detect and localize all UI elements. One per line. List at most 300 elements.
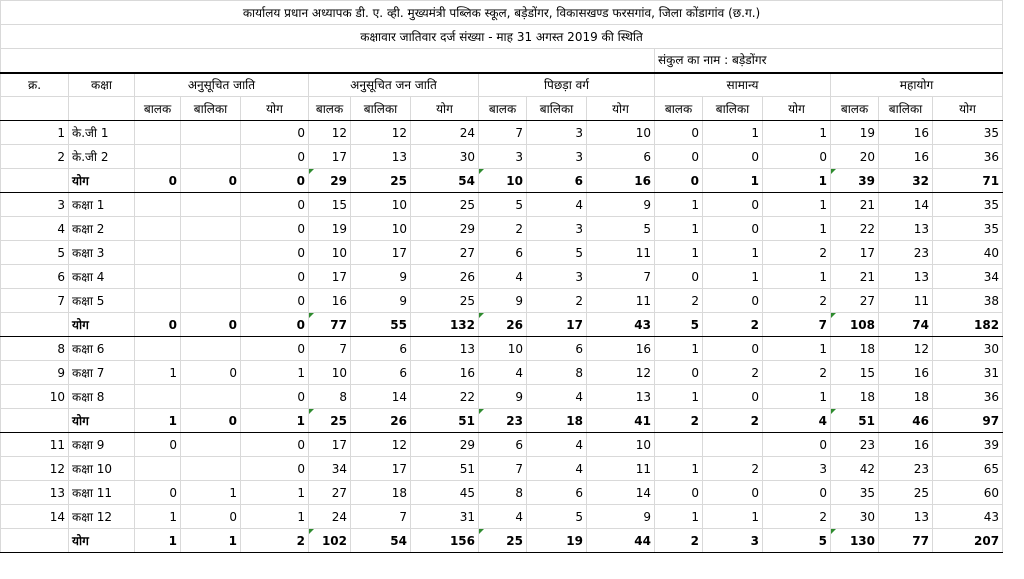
cell-value: 0 <box>241 193 309 217</box>
cell-value <box>135 241 181 265</box>
cell-value: 60 <box>933 481 1003 505</box>
cell-value: 12 <box>587 361 655 385</box>
cell-value: 18 <box>831 337 879 361</box>
cell-value: 25 <box>351 169 411 193</box>
cell-value: 30 <box>831 505 879 529</box>
cell-value: 25 <box>411 289 479 313</box>
cell-value: 0 <box>241 145 309 169</box>
cell-value: 182 <box>933 313 1003 337</box>
cell-value: 13 <box>879 265 933 289</box>
cell-value: 16 <box>879 145 933 169</box>
total-row <box>1 409 1003 433</box>
cell-value: 26 <box>351 409 411 433</box>
cell-value: 4 <box>763 409 831 433</box>
cell-value: 4 <box>527 193 587 217</box>
cell-value: 31 <box>411 505 479 529</box>
cell-value: 29 <box>309 169 351 193</box>
cell-value: 16 <box>879 433 933 457</box>
cell-value: 71 <box>933 169 1003 193</box>
cell-value: 1 <box>241 361 309 385</box>
cell-value: 19 <box>831 121 879 145</box>
cell-value: 23 <box>831 433 879 457</box>
cell-value: 9 <box>587 193 655 217</box>
cell-class: कक्षा 8 <box>69 385 135 409</box>
cell-class: कक्षा 7 <box>69 361 135 385</box>
cell-value: 12 <box>309 121 351 145</box>
cell-value: 7 <box>351 505 411 529</box>
cell-value: 1 <box>135 409 181 433</box>
cell-value: 17 <box>527 313 587 337</box>
cell-value: 29 <box>411 433 479 457</box>
title-office: कार्यालय प्रधान अध्यापक डी. ए. व्ही. मुख्यमंत्री पब्लिक स्कूल, बड़ेडोंगर, विकासखण्ड फरसगांव, जिला कोंडागांव (छ.ग.) <box>1 1 1003 25</box>
cell-value: 2 <box>479 217 527 241</box>
cell-value: 0 <box>181 313 241 337</box>
cell-value: 1 <box>763 169 831 193</box>
subheader-girls: बालिका <box>527 97 587 121</box>
cell-value <box>703 433 763 457</box>
cell-value <box>135 121 181 145</box>
cell-value: 21 <box>831 265 879 289</box>
cell-value: 0 <box>241 337 309 361</box>
cell-value: 15 <box>831 361 879 385</box>
cell-class: के.जी 1 <box>69 121 135 145</box>
cell-value: 4 <box>527 385 587 409</box>
cell-value: 25 <box>479 529 527 553</box>
cell-value: 35 <box>933 121 1003 145</box>
cell-value: 24 <box>411 121 479 145</box>
cell-class: के.जी 2 <box>69 145 135 169</box>
cell-sno: 14 <box>1 505 69 529</box>
cell-value: 6 <box>527 337 587 361</box>
cell-sno <box>1 409 69 433</box>
cell-value: 0 <box>241 121 309 145</box>
cell-value: 0 <box>703 145 763 169</box>
cell-value: 22 <box>411 385 479 409</box>
cell-value: 13 <box>879 505 933 529</box>
cell-value: 16 <box>879 121 933 145</box>
cell-value: 35 <box>933 217 1003 241</box>
subheader-sum: योग <box>587 97 655 121</box>
cell-value: 29 <box>411 217 479 241</box>
cell-value: 102 <box>309 529 351 553</box>
cell-value: 6 <box>351 361 411 385</box>
cell-value: 38 <box>933 289 1003 313</box>
subheader-sum: योग <box>241 97 309 121</box>
cell-value <box>135 217 181 241</box>
cell-value: 108 <box>831 313 879 337</box>
cell-value <box>181 217 241 241</box>
cell-value: 1 <box>181 481 241 505</box>
cell-value: 7 <box>479 121 527 145</box>
subheader-sum: योग <box>933 97 1003 121</box>
cell-value: 8 <box>309 385 351 409</box>
cell-value: 77 <box>879 529 933 553</box>
cell-value: 25 <box>411 193 479 217</box>
cell-value: 46 <box>879 409 933 433</box>
subheader-girls: बालिका <box>351 97 411 121</box>
cell-value: 6 <box>527 481 587 505</box>
cell-value <box>655 433 703 457</box>
cell-value: 8 <box>527 361 587 385</box>
cell-value: 1 <box>763 265 831 289</box>
cell-value: 2 <box>763 241 831 265</box>
cell-value: 11 <box>587 241 655 265</box>
cell-value: 26 <box>411 265 479 289</box>
cell-sno: 5 <box>1 241 69 265</box>
cell-value: 9 <box>351 289 411 313</box>
cell-class: कक्षा 6 <box>69 337 135 361</box>
cell-value: 3 <box>479 145 527 169</box>
cell-value: 65 <box>933 457 1003 481</box>
cell-value: 10 <box>479 337 527 361</box>
cell-value: 0 <box>703 481 763 505</box>
cell-value: 1 <box>655 457 703 481</box>
total-row <box>1 529 1003 553</box>
cell-value: 1 <box>703 505 763 529</box>
cell-class: कक्षा 9 <box>69 433 135 457</box>
cell-value: 0 <box>655 265 703 289</box>
cell-value: 1 <box>135 529 181 553</box>
cell-sno: 11 <box>1 433 69 457</box>
cell-value: 0 <box>135 313 181 337</box>
cell-value: 34 <box>933 265 1003 289</box>
cell-value: 1 <box>135 361 181 385</box>
cell-value: 6 <box>527 169 587 193</box>
cell-value: 4 <box>527 433 587 457</box>
header-gen: सामान्य <box>655 73 831 97</box>
cell-value <box>135 289 181 313</box>
cell-value: 19 <box>309 217 351 241</box>
table-row <box>1 337 1003 361</box>
cell-value: 1 <box>763 193 831 217</box>
subheader-boys: बालक <box>135 97 181 121</box>
cell-value: 1 <box>763 385 831 409</box>
cell-value: 77 <box>309 313 351 337</box>
cell-value: 2 <box>241 529 309 553</box>
cell-value: 1 <box>763 121 831 145</box>
cell-value: 45 <box>411 481 479 505</box>
cell-value <box>181 457 241 481</box>
cell-sno <box>1 169 69 193</box>
subheader-girls: बालिका <box>879 97 933 121</box>
cell-value: 39 <box>831 169 879 193</box>
cell-value: 39 <box>933 433 1003 457</box>
cell-value: 10 <box>351 217 411 241</box>
cell-value: 18 <box>831 385 879 409</box>
cell-value: 2 <box>703 361 763 385</box>
cell-value: 36 <box>933 145 1003 169</box>
cell-value: 3 <box>703 529 763 553</box>
table-row <box>1 121 1003 145</box>
header-total: महायोग <box>831 73 1003 97</box>
cell-value: 1 <box>135 505 181 529</box>
cell-value: 2 <box>763 289 831 313</box>
cell-value: 0 <box>241 289 309 313</box>
cell-value: 0 <box>703 337 763 361</box>
cell-value: 15 <box>309 193 351 217</box>
title-report: कक्षावार जातिवार दर्ज संख्या - माह 31 अगस्त 2019 की स्थिति <box>1 25 1003 49</box>
cell-value: 0 <box>703 385 763 409</box>
cell-value: 0 <box>135 481 181 505</box>
cell-value: 18 <box>879 385 933 409</box>
cell-value: 11 <box>587 289 655 313</box>
cell-value <box>135 145 181 169</box>
cell-value: 7 <box>763 313 831 337</box>
cell-value: 5 <box>527 241 587 265</box>
cell-value: 0 <box>135 433 181 457</box>
cell-value: 0 <box>241 313 309 337</box>
cell-value: 55 <box>351 313 411 337</box>
cell-value: 0 <box>763 145 831 169</box>
cell-value: 2 <box>763 361 831 385</box>
cell-value: 0 <box>181 169 241 193</box>
table-row <box>1 433 1003 457</box>
cell-value: 51 <box>411 457 479 481</box>
cell-value: 1 <box>181 529 241 553</box>
cell-value: 2 <box>703 457 763 481</box>
cell-value: 16 <box>879 361 933 385</box>
cell-value: 2 <box>703 409 763 433</box>
cell-value: 14 <box>587 481 655 505</box>
cell-value: 32 <box>879 169 933 193</box>
cell-value: 132 <box>411 313 479 337</box>
cell-value: 6 <box>587 145 655 169</box>
cell-value: 6 <box>351 337 411 361</box>
cell-value: 10 <box>351 193 411 217</box>
cell-value: 1 <box>703 265 763 289</box>
cell-value: 2 <box>703 313 763 337</box>
cell-sno <box>1 313 69 337</box>
cell-value: 0 <box>241 265 309 289</box>
cell-value: 51 <box>831 409 879 433</box>
cell-value <box>135 385 181 409</box>
cell-value: 5 <box>479 193 527 217</box>
cell-value <box>181 337 241 361</box>
cell-value: 1 <box>241 505 309 529</box>
cell-class: योग <box>69 313 135 337</box>
subheader-boys: बालक <box>831 97 879 121</box>
cell-value: 6 <box>479 433 527 457</box>
cell-value: 9 <box>479 289 527 313</box>
cell-value: 6 <box>479 241 527 265</box>
cell-value <box>135 457 181 481</box>
cell-value: 8 <box>479 481 527 505</box>
header-class: कक्षा <box>69 73 135 97</box>
cell-value: 1 <box>655 385 703 409</box>
cell-value: 0 <box>655 169 703 193</box>
cell-value: 0 <box>655 361 703 385</box>
cell-value: 1 <box>763 337 831 361</box>
cell-value: 41 <box>587 409 655 433</box>
cell-value: 1 <box>763 217 831 241</box>
cell-value: 0 <box>241 217 309 241</box>
cell-value: 20 <box>831 145 879 169</box>
table-row <box>1 241 1003 265</box>
cell-value: 0 <box>655 121 703 145</box>
cell-value: 9 <box>479 385 527 409</box>
cell-value: 4 <box>527 457 587 481</box>
table-row <box>1 385 1003 409</box>
cell-class: कक्षा 10 <box>69 457 135 481</box>
cell-value: 16 <box>309 289 351 313</box>
cell-value: 1 <box>241 481 309 505</box>
cell-value: 17 <box>351 457 411 481</box>
cell-class: कक्षा 5 <box>69 289 135 313</box>
table-row <box>1 289 1003 313</box>
total-row <box>1 313 1003 337</box>
cell-value: 23 <box>479 409 527 433</box>
cell-value: 10 <box>587 121 655 145</box>
header-obc: पिछड़ा वर्ग <box>479 73 655 97</box>
cell-value <box>135 337 181 361</box>
cell-value: 25 <box>879 481 933 505</box>
cell-value: 54 <box>411 169 479 193</box>
cell-value: 31 <box>933 361 1003 385</box>
table-row <box>1 265 1003 289</box>
cell-value: 9 <box>587 505 655 529</box>
cell-value: 1 <box>655 337 703 361</box>
cell-value <box>181 265 241 289</box>
cell-value: 17 <box>309 433 351 457</box>
cell-value: 44 <box>587 529 655 553</box>
cell-value: 0 <box>181 409 241 433</box>
cell-value: 13 <box>879 217 933 241</box>
cell-class: कक्षा 11 <box>69 481 135 505</box>
cell-value: 1 <box>655 193 703 217</box>
cell-value: 1 <box>655 217 703 241</box>
cell-value: 3 <box>527 265 587 289</box>
cell-value: 2 <box>527 289 587 313</box>
cell-value <box>181 145 241 169</box>
cell-value: 17 <box>351 241 411 265</box>
cell-value: 10 <box>309 241 351 265</box>
cell-value: 4 <box>479 361 527 385</box>
cell-value: 0 <box>655 145 703 169</box>
cell-value <box>181 193 241 217</box>
cell-sno: 4 <box>1 217 69 241</box>
cell-sno: 13 <box>1 481 69 505</box>
cell-value <box>181 241 241 265</box>
cell-value: 51 <box>411 409 479 433</box>
cell-value: 7 <box>309 337 351 361</box>
cell-class: योग <box>69 409 135 433</box>
cell-sno: 1 <box>1 121 69 145</box>
cell-value: 5 <box>763 529 831 553</box>
cell-value: 40 <box>933 241 1003 265</box>
cell-value: 42 <box>831 457 879 481</box>
table-row <box>1 145 1003 169</box>
cell-value: 0 <box>763 433 831 457</box>
cell-value: 1 <box>655 505 703 529</box>
cell-value: 23 <box>879 241 933 265</box>
cell-value: 10 <box>479 169 527 193</box>
cell-value: 0 <box>703 289 763 313</box>
cell-sno: 8 <box>1 337 69 361</box>
cell-value: 35 <box>831 481 879 505</box>
cell-value: 2 <box>655 289 703 313</box>
cell-value: 30 <box>933 337 1003 361</box>
cell-value: 18 <box>351 481 411 505</box>
cell-value: 13 <box>351 145 411 169</box>
cell-sno: 12 <box>1 457 69 481</box>
cell-value: 156 <box>411 529 479 553</box>
table-row <box>1 193 1003 217</box>
cell-value: 24 <box>309 505 351 529</box>
cell-value: 30 <box>411 145 479 169</box>
table-row <box>1 217 1003 241</box>
cell-value: 17 <box>831 241 879 265</box>
cell-value: 19 <box>527 529 587 553</box>
cell-value: 27 <box>831 289 879 313</box>
cell-value: 5 <box>587 217 655 241</box>
cell-class: कक्षा 2 <box>69 217 135 241</box>
subheader-boys: बालक <box>655 97 703 121</box>
cell-class: योग <box>69 529 135 553</box>
cell-value: 207 <box>933 529 1003 553</box>
table-row <box>1 481 1003 505</box>
cell-value: 13 <box>587 385 655 409</box>
cell-value: 11 <box>587 457 655 481</box>
cell-class: कक्षा 12 <box>69 505 135 529</box>
cell-value: 1 <box>703 241 763 265</box>
cell-sno: 6 <box>1 265 69 289</box>
cell-value: 3 <box>527 145 587 169</box>
subheader-sum: योग <box>763 97 831 121</box>
cell-value: 27 <box>411 241 479 265</box>
subheader-boys: बालक <box>309 97 351 121</box>
cell-value: 43 <box>587 313 655 337</box>
cell-value: 1 <box>703 169 763 193</box>
cell-value: 25 <box>309 409 351 433</box>
cell-value: 23 <box>879 457 933 481</box>
cell-class: कक्षा 3 <box>69 241 135 265</box>
cell-value: 0 <box>703 193 763 217</box>
table-row <box>1 505 1003 529</box>
table-row <box>1 457 1003 481</box>
cell-sno: 2 <box>1 145 69 169</box>
cell-value: 11 <box>879 289 933 313</box>
header-st: अनुसूचित जन जाति <box>309 73 479 97</box>
cell-value: 7 <box>479 457 527 481</box>
cell-value: 43 <box>933 505 1003 529</box>
cell-value: 1 <box>241 409 309 433</box>
cell-value: 0 <box>763 481 831 505</box>
cell-value: 3 <box>527 217 587 241</box>
cell-value: 13 <box>411 337 479 361</box>
cell-value: 97 <box>933 409 1003 433</box>
cell-value <box>181 433 241 457</box>
cell-value: 5 <box>527 505 587 529</box>
cell-value <box>135 193 181 217</box>
cell-value: 54 <box>351 529 411 553</box>
cell-value: 7 <box>587 265 655 289</box>
cell-value: 0 <box>241 385 309 409</box>
cell-value: 0 <box>703 217 763 241</box>
cell-value: 36 <box>933 385 1003 409</box>
cell-value: 0 <box>655 481 703 505</box>
cell-value: 12 <box>879 337 933 361</box>
subheader-boys: बालक <box>479 97 527 121</box>
cell-value: 4 <box>479 265 527 289</box>
cell-value: 0 <box>241 457 309 481</box>
cell-sno: 10 <box>1 385 69 409</box>
cell-value: 1 <box>703 121 763 145</box>
cell-value: 34 <box>309 457 351 481</box>
cell-value: 21 <box>831 193 879 217</box>
cell-value: 12 <box>351 433 411 457</box>
cell-value: 74 <box>879 313 933 337</box>
cell-value: 22 <box>831 217 879 241</box>
